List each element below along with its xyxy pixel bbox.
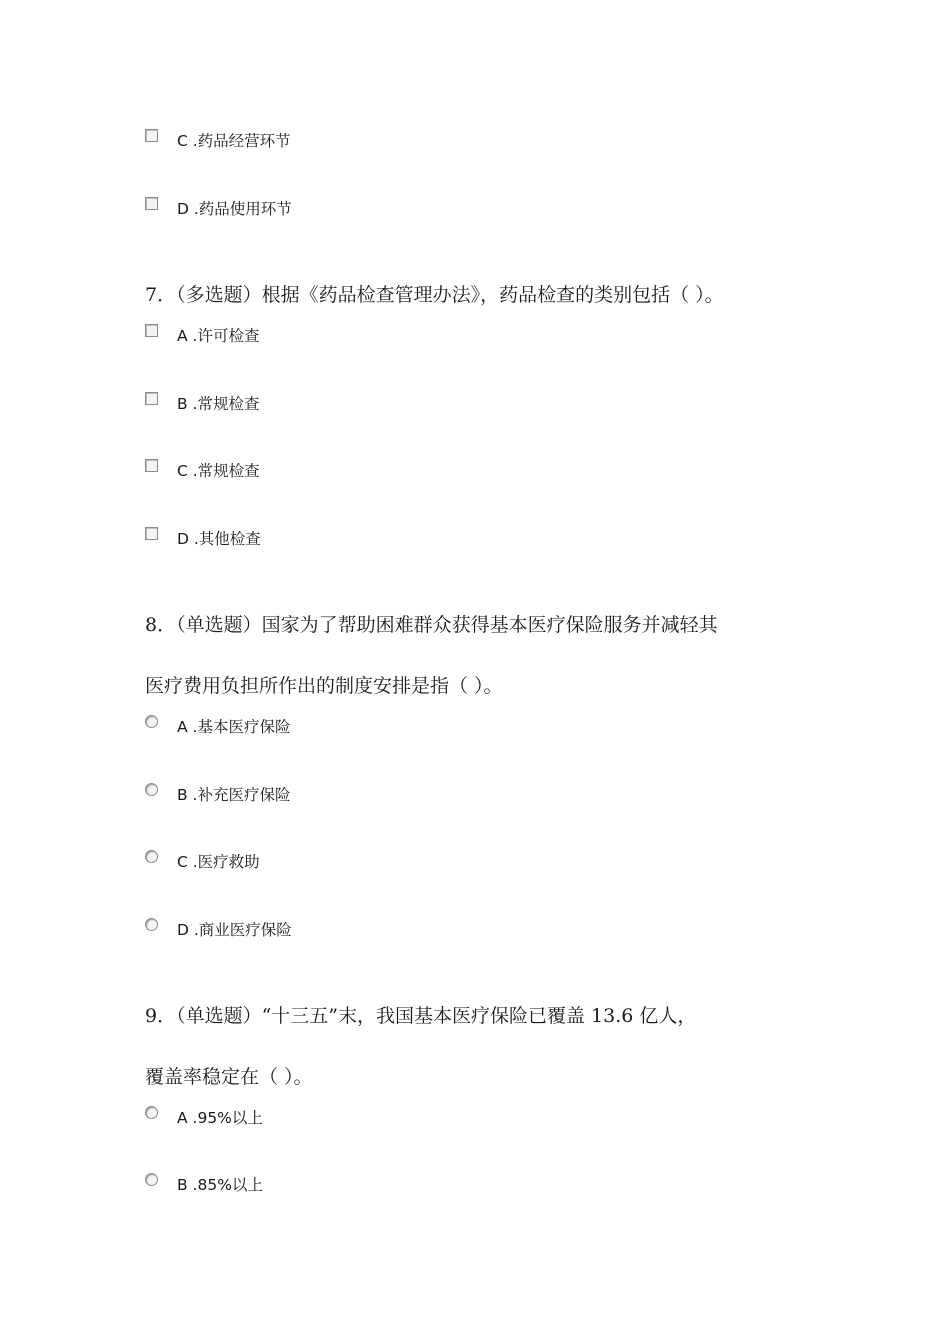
q6-option-d[interactable] — [145, 196, 292, 220]
checkbox[interactable] — [145, 527, 158, 540]
checkbox[interactable] — [145, 197, 158, 210]
checkbox[interactable] — [145, 324, 158, 337]
radio-button[interactable] — [145, 783, 158, 796]
option-label: B .常规检查 — [177, 395, 260, 413]
option-label: D .药品使用环节 — [177, 200, 292, 218]
option-label: B .补充医疗保险 — [177, 786, 291, 804]
option-label: D .商业医疗保险 — [177, 921, 292, 939]
radio-button[interactable] — [145, 850, 158, 863]
q7-option-a[interactable] — [145, 323, 259, 347]
q6-option-c[interactable] — [145, 128, 291, 152]
option-label: D .其他检查 — [177, 530, 261, 548]
q7-option-d[interactable] — [145, 526, 261, 550]
checkbox[interactable] — [145, 459, 158, 472]
q9-option-a[interactable] — [145, 1105, 263, 1129]
q8-option-d[interactable] — [145, 917, 292, 941]
q7-option-b[interactable] — [145, 391, 260, 415]
checkbox[interactable] — [145, 129, 158, 142]
question-8-text-line1: 8．（单选题）国家为了帮助困难群众获得基本医疗保险服务并减轻其 — [145, 614, 718, 636]
q8-option-b[interactable] — [145, 782, 291, 806]
question-9-text-line2: 覆盖率稳定在（ ）。 — [145, 1066, 313, 1088]
question-8-text-line2: 医疗费用负担所作出的制度安排是指（ ）。 — [145, 675, 503, 697]
option-label: A .基本医疗保险 — [177, 718, 291, 736]
radio-button[interactable] — [145, 918, 158, 931]
question-7-text: 7．（多选题）根据《药品检查管理办法》，药品检查的类别包括（ ）。 — [145, 284, 724, 306]
option-label: C .常规检查 — [177, 462, 260, 480]
q9-option-b[interactable] — [145, 1172, 263, 1196]
checkbox[interactable] — [145, 392, 158, 405]
radio-button[interactable] — [145, 1173, 158, 1186]
q7-option-c[interactable] — [145, 458, 260, 482]
option-label: B .85%以上 — [177, 1176, 263, 1194]
option-label: C .药品经营环节 — [177, 132, 291, 150]
option-label: C .医疗救助 — [177, 853, 260, 871]
q8-option-a[interactable] — [145, 714, 290, 738]
q8-option-c[interactable] — [145, 849, 260, 873]
question-9-text-line1: 9．（单选题）“十三五”末，我国基本医疗保险已覆盖 13.6 亿人， — [145, 1005, 697, 1027]
radio-button[interactable] — [145, 1106, 158, 1119]
option-label: A .95%以上 — [177, 1109, 263, 1127]
radio-button[interactable] — [145, 715, 158, 728]
option-label: A .许可检查 — [177, 327, 260, 345]
